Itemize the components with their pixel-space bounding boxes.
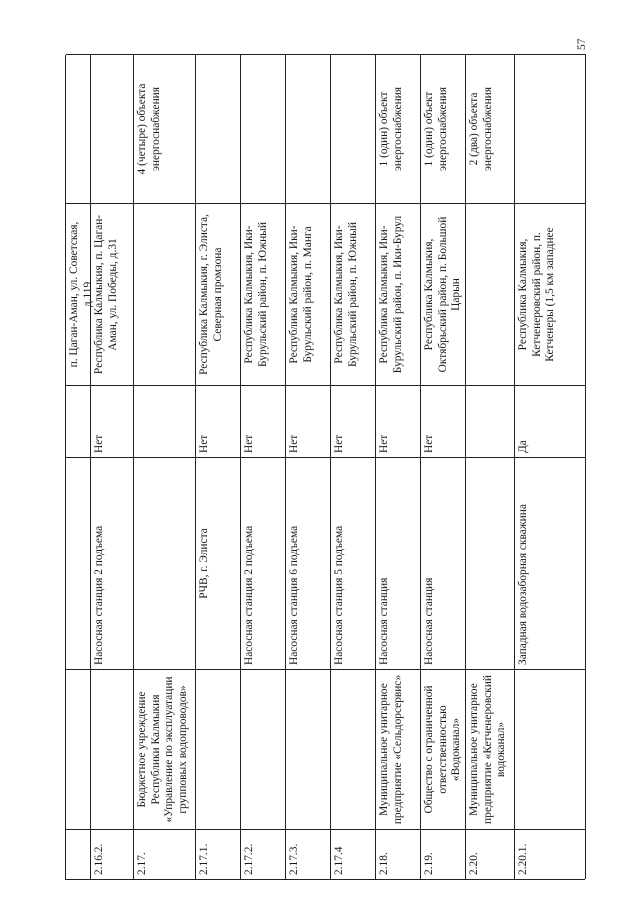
count-cell [91, 54, 134, 203]
flag-cell: Нет [331, 385, 376, 457]
row-number: 2.17.3. [286, 829, 331, 879]
address-cell: Республика Калмыкия, г. Элиста, Северная промзона [196, 203, 241, 385]
table-row [376, 54, 421, 879]
address-cell: Республика Калмыкия, Ики-Бурульский район, п. Манга [286, 203, 331, 385]
object-cell [466, 457, 515, 669]
count-cell [286, 54, 331, 203]
table-row [421, 54, 466, 879]
organization-cell: Общество с ограниченной ответственностью «Водоканал» [421, 669, 466, 829]
table-row [134, 54, 196, 879]
address-cell: Республика Калмыкия, Ики-Бурульский район, п. Южный [241, 203, 286, 385]
address-cell [134, 203, 196, 385]
address-cell: Республика Калмыкия, Октябрьский район, п. Большой Царын [421, 203, 466, 385]
address-cell [466, 203, 515, 385]
organization-cell [515, 669, 586, 829]
object-cell: Насосная станция 2 подъема [91, 457, 134, 669]
row-number: 2.19. [421, 829, 466, 879]
row-number [66, 829, 91, 879]
row-number: 2.20. [466, 829, 515, 879]
flag-cell [466, 385, 515, 457]
object-cell: РЧВ, г. Элиста [196, 457, 241, 669]
organization-cell: Муниципальное унитарное предприятие «Сельдорсервис» [376, 669, 421, 829]
flag-cell: Нет [421, 385, 466, 457]
organization-cell [196, 669, 241, 829]
row-number: 2.17. [134, 829, 196, 879]
address-cell: Республика Калмыкия, п. Цаган-Аман, ул. Победы, д.31 [91, 203, 134, 385]
row-number: 2.18. [376, 829, 421, 879]
object-cell: Насосная станция 5 подъема [331, 457, 376, 669]
object-cell: Западная водозаборная скважина [515, 457, 586, 669]
page-number: 57 [576, 38, 588, 50]
address-cell: п. Цаган-Аман, ул. Советская, д.119 [66, 203, 91, 385]
flag-cell [134, 385, 196, 457]
object-cell: Насосная станция [421, 457, 466, 669]
count-cell [515, 54, 586, 203]
organization-cell [66, 669, 91, 829]
row-number: 2.17.4 [331, 829, 376, 879]
table-row [515, 54, 586, 879]
flag-cell: Да [515, 385, 586, 457]
count-cell [196, 54, 241, 203]
table-row [466, 54, 515, 879]
flag-cell: Нет [241, 385, 286, 457]
facilities-table [65, 55, 585, 880]
table-row [286, 54, 331, 879]
object-cell: Насосная станция [376, 457, 421, 669]
organization-cell [91, 669, 134, 829]
row-number: 2.17.1. [196, 829, 241, 879]
row-number: 2.20.1. [515, 829, 586, 879]
table-row [91, 54, 134, 879]
flag-cell: Нет [286, 385, 331, 457]
flag-cell: Нет [376, 385, 421, 457]
count-cell: 1 (один) объект энергоснабжения [376, 54, 421, 203]
table-row [331, 54, 376, 879]
count-cell: 2 (два) объекта энергоснабжения [466, 54, 515, 203]
address-cell: Республика Калмыкия, Ики-Бурульский район, п. Южный [331, 203, 376, 385]
object-cell [66, 457, 91, 669]
organization-cell [286, 669, 331, 829]
object-cell [134, 457, 196, 669]
object-cell: Насосная станция 2 подъема [241, 457, 286, 669]
flag-cell: Нет [91, 385, 134, 457]
count-cell: 1 (один) объект энергоснабжения [421, 54, 466, 203]
organization-cell [241, 669, 286, 829]
address-cell: Республика Калмыкия, Кетченеровский район, п. Кетченеры (1,5 км западнее [515, 203, 586, 385]
organization-cell [331, 669, 376, 829]
table-row [66, 54, 94, 879]
organization-cell: Бюджетное учреждение Республики Калмыкия «Управление по эксплуатации групповых водопроводов» [134, 669, 196, 829]
table-row [241, 54, 286, 879]
organization-cell: Муниципальное унитарное предприятие «Кетченеровский водоканал» [466, 669, 515, 829]
address-cell: Республика Калмыкия, Ики-Бурульский район, п. Ики-Бурул [376, 203, 421, 385]
count-cell [66, 54, 91, 203]
row-number: 2.16.2. [91, 829, 134, 879]
row-number: 2.17.2. [241, 829, 286, 879]
object-cell: Насосная станция 6 подъема [286, 457, 331, 669]
flag-cell: Нет [196, 385, 241, 457]
flag-cell [66, 385, 91, 457]
count-cell [331, 54, 376, 203]
table-row [196, 54, 241, 879]
count-cell: 4 (четыре) объекта энергоснабжения [134, 54, 196, 203]
count-cell [241, 54, 286, 203]
